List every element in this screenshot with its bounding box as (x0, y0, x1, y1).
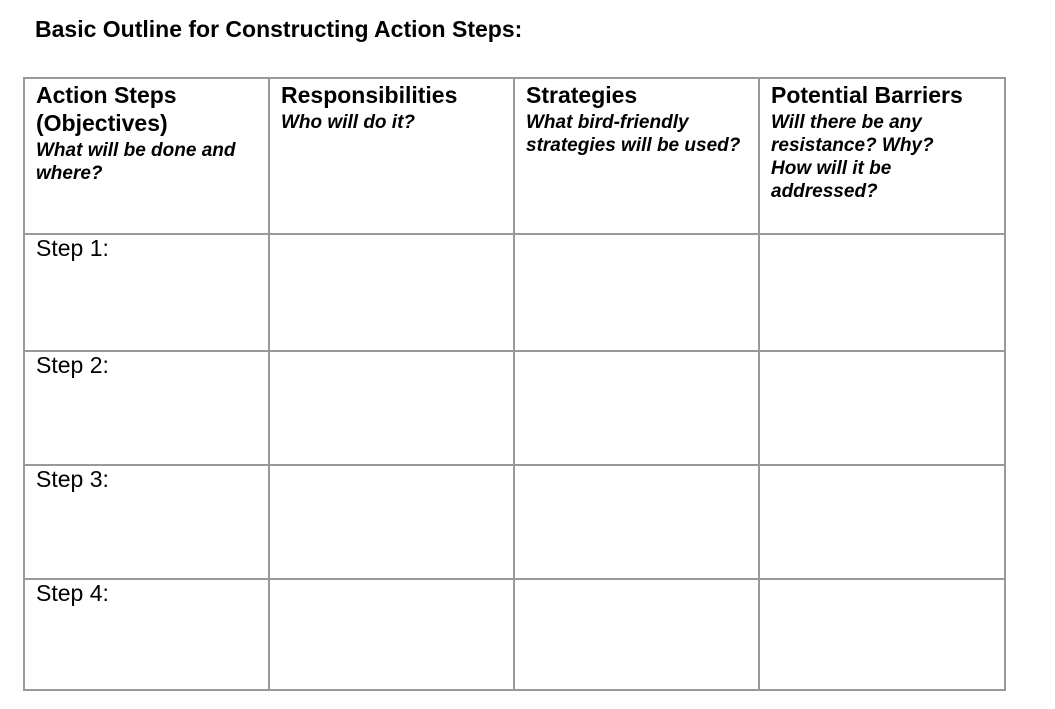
step-cell (24, 234, 269, 351)
header-potential-barriers (759, 78, 1005, 234)
strategies-cell (514, 579, 759, 690)
strategies-cell (514, 234, 759, 351)
strategies-cell (514, 465, 759, 579)
responsibilities-cell (269, 579, 514, 690)
header-title: Potential Barriers (771, 82, 963, 108)
step-label: Step 4: (36, 580, 109, 606)
step-cell (24, 351, 269, 465)
table-row-step-3 (24, 465, 1005, 579)
header-subtitle: Who will do it? (281, 112, 416, 133)
responsibilities-cell (269, 465, 514, 579)
header-title: Strategies (526, 82, 638, 108)
barriers-cell (759, 579, 1005, 690)
header-subtitle: What will be done and where? (36, 140, 236, 184)
header-subtitle: Will there be any resistance? Why? How will it be addressed? (771, 112, 934, 202)
step-label: Step 2: (36, 352, 109, 378)
table-row-step-4 (24, 579, 1005, 690)
step-label: Step 3: (36, 466, 109, 492)
header-subtitle: What bird-friendly strategies will be used? (526, 112, 741, 156)
header-responsibilities (269, 78, 514, 234)
table-header-row (24, 78, 1005, 234)
responsibilities-cell (269, 234, 514, 351)
step-label: Step 1: (36, 235, 109, 261)
table-row-step-1 (24, 234, 1005, 351)
header-action-steps (24, 78, 269, 234)
document-title: Basic Outline for Constructing Action Steps: (35, 16, 523, 42)
table-row-step-2 (24, 351, 1005, 465)
action-steps-table (23, 77, 1006, 691)
header-title: Responsibilities (281, 82, 458, 108)
header-strategies (514, 78, 759, 234)
header-title: Action Steps (Objectives) (36, 82, 177, 136)
barriers-cell (759, 234, 1005, 351)
strategies-cell (514, 351, 759, 465)
barriers-cell (759, 465, 1005, 579)
step-cell (24, 465, 269, 579)
step-cell (24, 579, 269, 690)
barriers-cell (759, 351, 1005, 465)
responsibilities-cell (269, 351, 514, 465)
